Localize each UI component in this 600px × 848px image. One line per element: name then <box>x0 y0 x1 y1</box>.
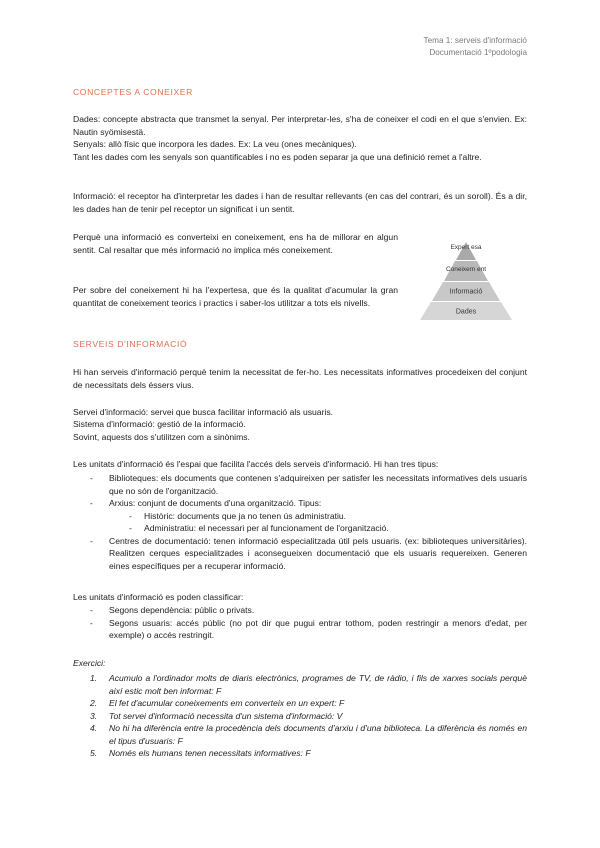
definition-sistema: Sistema d'informació: gestió de la informació. <box>73 419 246 429</box>
section-title-conceptes: CONCEPTES A CONEIXER <box>73 87 193 97</box>
paragraph-tant: Tant les dades com les senyals son quantificables i no es poden separar ja que una definició remet a l'altre. <box>73 152 482 162</box>
knowledge-pyramid <box>412 241 520 321</box>
document-header <box>424 35 528 59</box>
exercici-list <box>73 672 527 760</box>
pyramid-label-coneixement: Coneixem ent <box>445 266 487 273</box>
arxius-label: Arxius: conjunt de documents d'una organització. Tipus: <box>109 498 322 508</box>
exercici-item <box>73 697 527 710</box>
exercici-item <box>73 747 527 760</box>
exercici-text: No hi ha diferència entre la procedència dels documents d'arxiu i d'una biblioteca. La diferència és només en el tipus d'usuaris: F <box>109 723 527 746</box>
exercici-item <box>73 722 527 747</box>
sublist-item-historic: - Històric: documents que ja no tenen ús administratiu. <box>109 510 527 523</box>
paragraph-expertesa: Per sobre del coneixement hi ha l'expertesa, que és la qualitat d'acumular la gran quantitat de coneixement teorics i practics i saber-los utilitzar a tots els nivells. <box>73 285 398 308</box>
paragraph-unitats-intro: Les unitats d'informació és l'espai que facilita l'accés dels serveis d'informació. Hi han tres tipus: <box>73 459 439 469</box>
sublist-item-administratiu: - Administratiu: el necessari per al funcionament de l'organització. <box>109 522 527 535</box>
list-item-usuaris: - Segons usuaris: accés públic (no pot dir que pugui entrar tothom, poden restringir a menors d'edat, per exemple) o accés restringit. <box>73 617 527 642</box>
arxius-sublist <box>109 510 527 535</box>
list-item-centres: - Centres de documentació: tenen informació especialitzada útil pels usuaris. (ex: biblioteques universitàries). Realitzen cerques especialitzades i aconsegueixen documentació que els usuaris requereixen. Generen eines específiques per a recuperar informació. <box>73 535 527 573</box>
paragraph-informacio: Informació: el receptor ha d'interpretar les dades i han de resultar rellevants (en cas del contrari, és un soroll). És a dir, les dades han de tenir pel receptor un significat i un sentit. <box>73 191 527 214</box>
exercici-number: 4. <box>90 723 98 733</box>
list-item-biblioteques: - Biblioteques: els documents que contenen s'adquireixen per satisfer les necessitats informatives dels usuaris que no són de l'organització. <box>73 472 527 497</box>
paragraph-coneixement: Perquè una informació es converteixi en coneixement, ens ha de millorar en algun sentit. Cal resaltar que més informació no implica més coneixement. <box>73 232 398 255</box>
unitats-types-list <box>73 472 527 572</box>
paragraph-dades: Dades: concepte abstracta que transmet la senyal. Per interpretar-les, s'ha de coneixer el codi en el que s'envien. Ex: Nautin syömisestä. <box>73 114 527 137</box>
paragraph-senyals: Senyals: allò físic que incorpora les dades. Ex: La veu (ones mecàniques). <box>73 139 357 149</box>
list-item-dependencia: - Segons dependència: públic o privats. <box>73 604 527 617</box>
exercici-text: Acumulo a l'ordinador molts de diaris electrònics, programes de TV, de ràdio, i fils de xarxes socials perquè així estic molt ben informat: F <box>109 673 527 696</box>
exercici-item <box>73 710 527 723</box>
classificar-list <box>73 604 527 642</box>
exercici-text: Tot servei d'informació necessita d'un sistema d'informació: V <box>109 710 343 721</box>
exercici-number: 5. <box>90 748 98 758</box>
section-title-serveis: SERVEIS D'INFORMACIÓ <box>73 339 188 349</box>
exercici-text: El fet d'acumular coneixements em converteix en un expert: F <box>109 698 345 708</box>
list-item-arxius <box>73 497 527 535</box>
exercici-number: 1. <box>90 673 98 683</box>
pyramid-label-expertesa: Expert esa <box>450 244 482 251</box>
paragraph-serveis-intro: Hi han serveis d'informació perquè tenim la necessitat de fer-ho. Les necessitats informatives procedeixen del conjunt de necessitats dels éssers vius. <box>73 367 527 390</box>
exercici-title: Exercici: <box>73 658 106 668</box>
pyramid-label-dades: Dades <box>455 308 477 316</box>
definition-sinonims: Sovint, aquests dos s'utilitzen com a sinònims. <box>73 432 250 442</box>
header-topic: Tema 1: serveis d'informació <box>423 36 527 45</box>
pyramid-label-informacio: Informació <box>449 288 483 296</box>
exercici-item <box>73 672 527 697</box>
exercici-number: 3. <box>90 710 98 721</box>
header-course: Documentació 1ºpodologia <box>429 48 527 57</box>
exercici-number: 2. <box>90 698 98 708</box>
exercici-text: Només els humans tenen necessitats informatives: F <box>109 748 311 758</box>
definition-servei: Servei d'informació: servei que busca facilitar informació als usuaris. <box>73 407 334 417</box>
paragraph-classificar-intro: Les unitats d'informació es poden classificar: <box>73 592 244 602</box>
